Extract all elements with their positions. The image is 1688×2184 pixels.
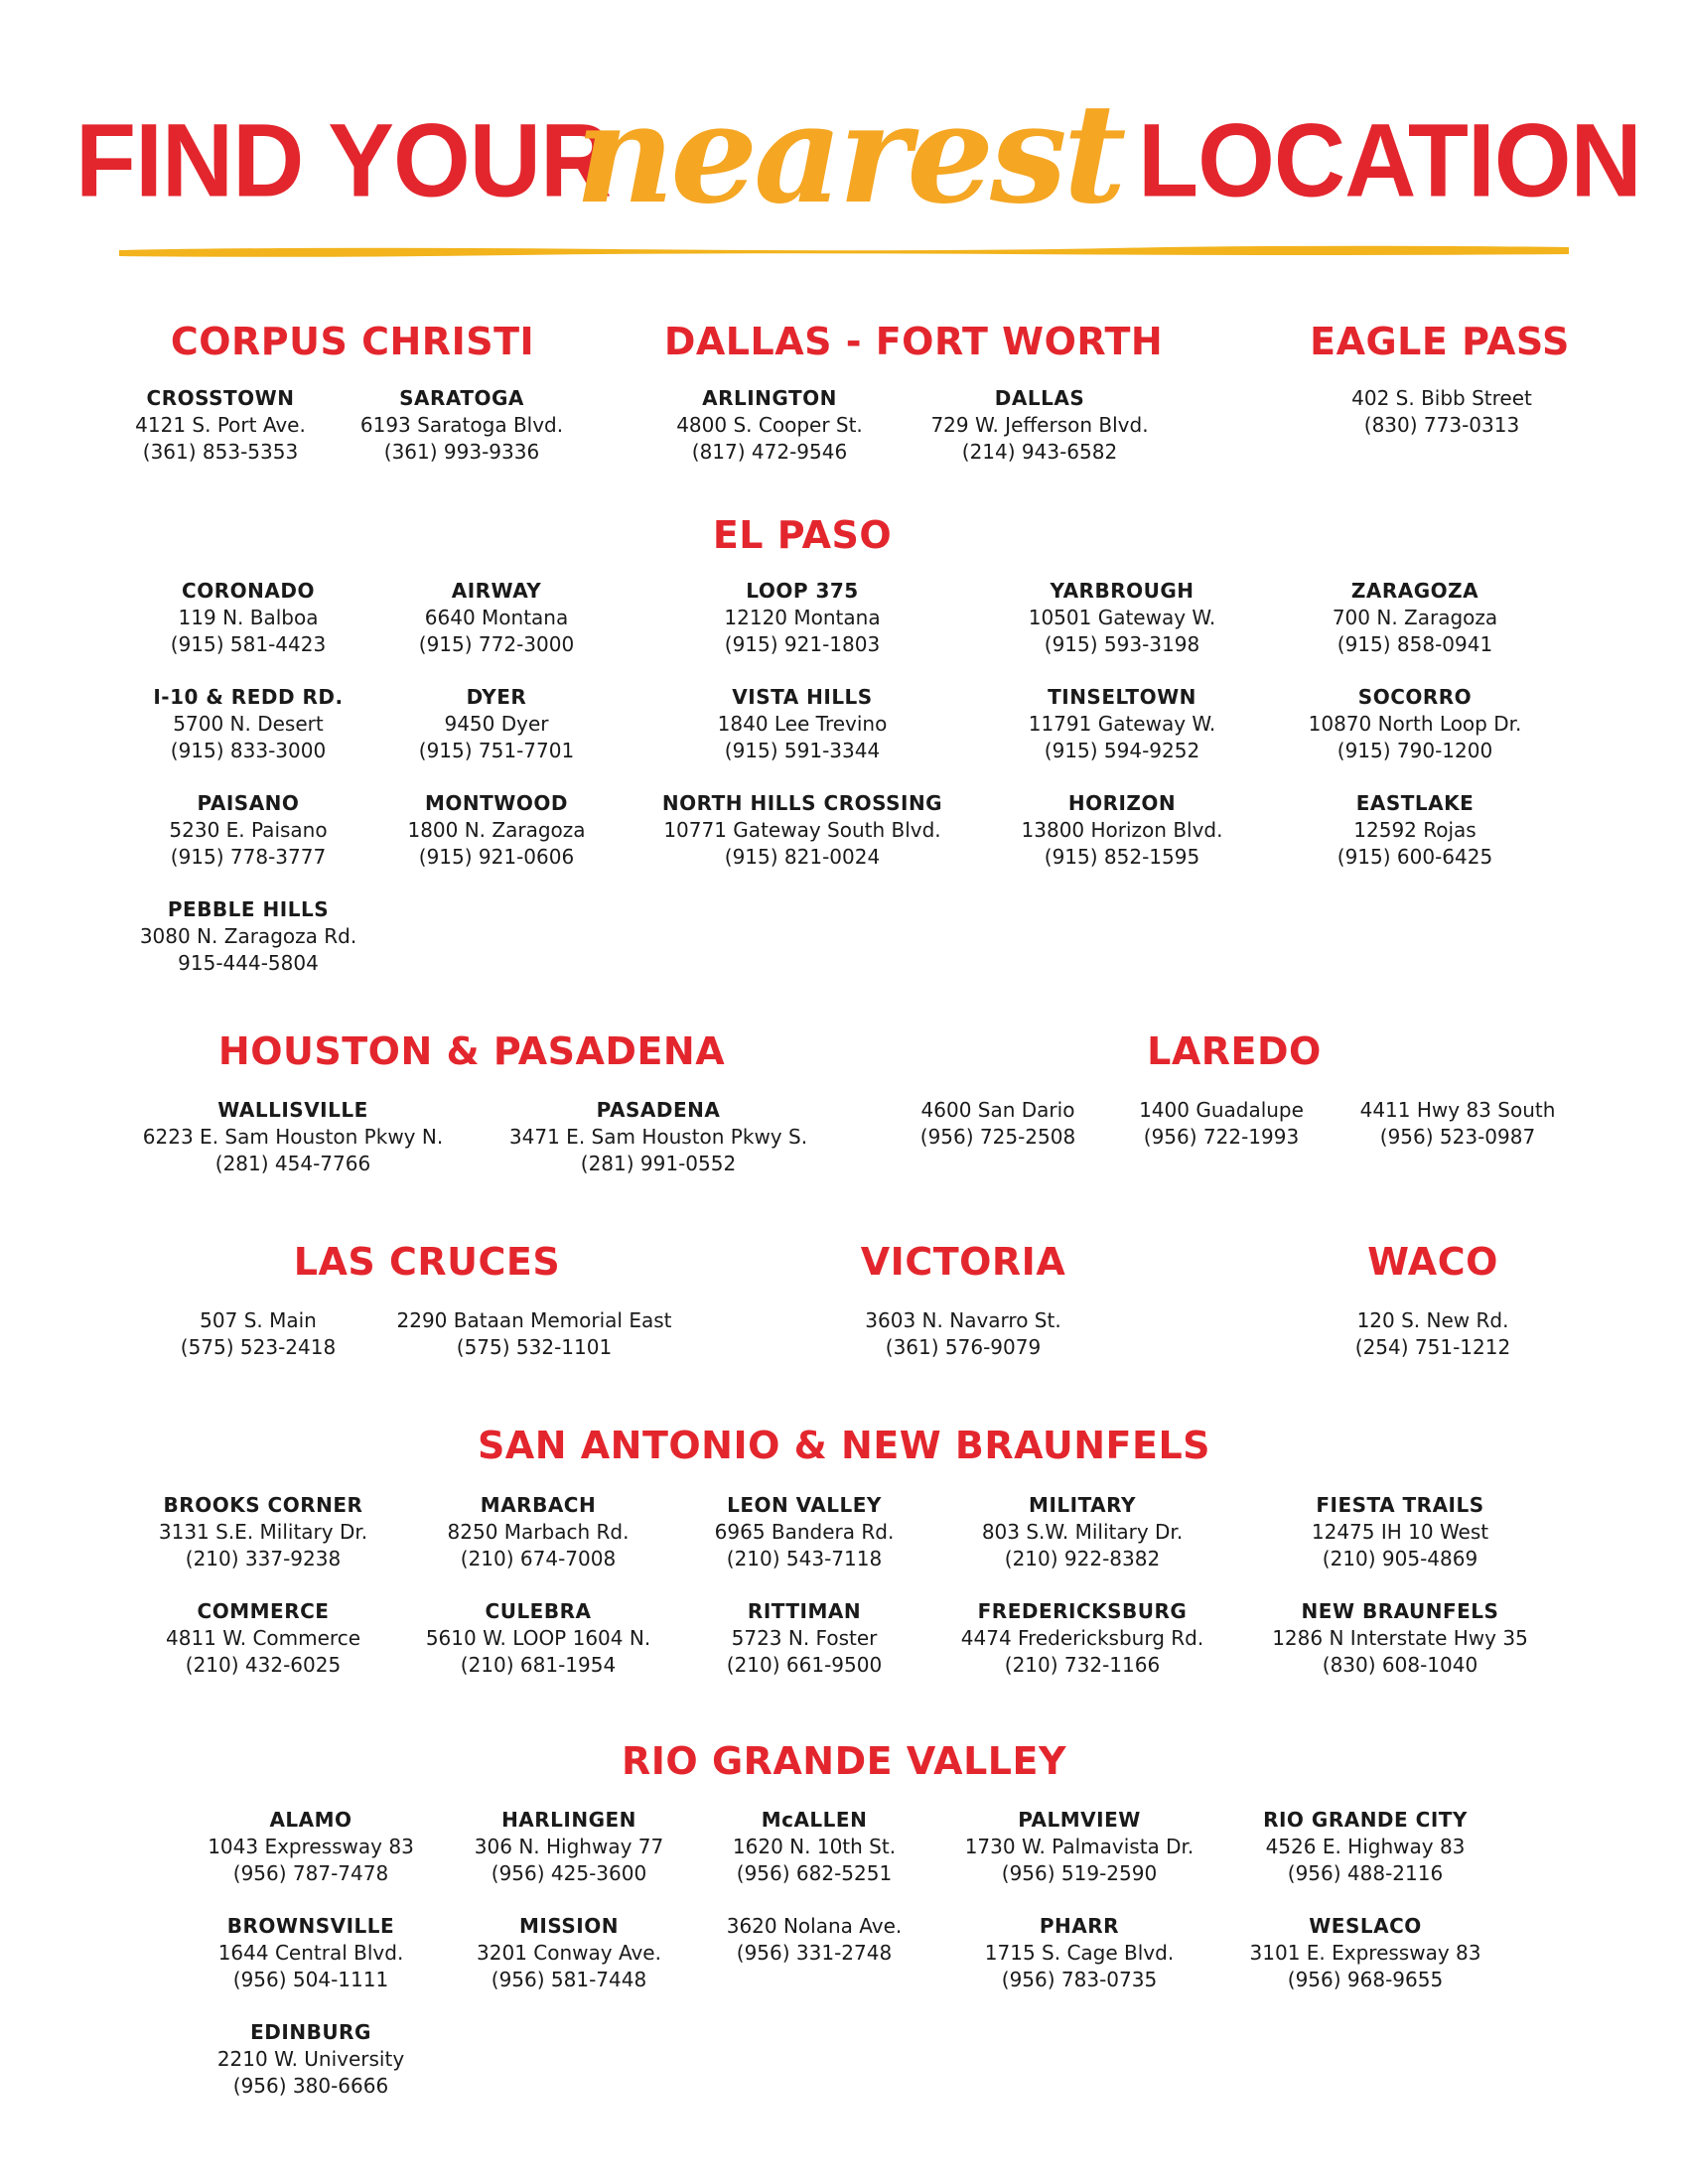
location-address: 5700 N. Desert [173,712,324,736]
location-address: 729 W. Jefferson Blvd. [930,413,1149,437]
location-name: NEW BRAUNFELS [1301,1599,1499,1623]
location-phone: (210) 661-9500 [726,1653,883,1677]
location-phone: (214) 943-6582 [961,440,1118,464]
location-card [718,684,888,764]
location-phone: (210) 674-7008 [460,1547,617,1570]
location-card [930,385,1148,466]
location-name: DALLAS [994,386,1085,410]
location-address: 10771 Gateway South Blvd. [663,818,941,842]
location-address: 119 N. Balboa [178,606,319,629]
location-address: 3471 E. Sam Houston Pkwy S. [508,1125,808,1149]
location-address: 4411 Hwy 83 South [1359,1098,1556,1122]
location-card [1337,790,1492,871]
location-name: I-10 & REDD RD. [153,685,344,709]
location-phone: (281) 991-0552 [580,1152,737,1175]
location-card [727,1598,882,1679]
location-card [724,578,880,658]
location-phone: (915) 593-3198 [1044,632,1200,656]
location-card [1312,1492,1488,1572]
location-phone: (361) 853-5353 [142,440,299,464]
location-phone: (956) 380-6666 [232,2074,389,2098]
location-name: RIO GRANDE CITY [1263,1808,1468,1832]
location-phone: (210) 432-6025 [185,1653,342,1677]
location-card [1029,578,1216,658]
region-title: LAREDO [1147,1029,1322,1073]
location-phone: (915) 778-3777 [170,845,327,869]
location-card [920,1097,1075,1151]
location-phone: (915) 751-7701 [418,739,575,762]
location-phone: (915) 594-9252 [1044,739,1200,762]
location-phone: (830) 608-1040 [1322,1653,1478,1677]
location-card [153,684,343,764]
location-address: 3603 N. Navarro St. [865,1308,1061,1332]
location-name: ARLINGTON [702,386,837,410]
location-address: 3101 E. Expressway 83 [1249,1941,1481,1965]
location-card [1272,1598,1528,1679]
location-address: 8250 Marbach Rd. [447,1520,630,1544]
location-phone: (956) 581-7448 [491,1968,647,1991]
location-phone: (956) 504-1111 [232,1968,389,1991]
location-address: 1730 W. Palmavista Dr. [964,1835,1195,1858]
title-location: LOCATION [1138,102,1641,219]
location-card [965,1807,1195,1887]
location-name: CORONADO [182,579,315,603]
location-phone: (915) 921-1803 [724,632,881,656]
location-address: 4121 S. Port Ave. [135,413,306,437]
location-phone: (575) 523-2418 [180,1335,337,1359]
location-address: 3620 Nolana Ave. [726,1914,903,1938]
location-phone: (956) 425-3600 [491,1861,647,1885]
location-address: 5723 N. Foster [731,1626,878,1650]
location-address: 3131 S.E. Military Dr. [158,1520,368,1544]
location-phone: (210) 681-1954 [460,1653,617,1677]
region-title: HOUSTON & PASADENA [217,1029,726,1073]
location-card [140,896,356,977]
location-card [676,385,863,466]
region-title: CORPUS CHRISTI [170,320,535,363]
location-name: FREDERICKSBURG [977,1599,1188,1623]
location-name: BROOKS CORNER [163,1493,363,1517]
title-find-your: FIND YOUR [75,102,612,219]
location-name: VISTA HILLS [732,685,873,709]
region-title: EL PASO [712,513,893,557]
location-name: MILITARY [1029,1493,1136,1517]
location-phone: (956) 488-2116 [1287,1861,1444,1885]
location-phone: (915) 833-3000 [170,739,327,762]
location-phone: (915) 821-0024 [724,845,881,869]
location-card [475,1807,663,1887]
location-phone: (210) 337-9238 [185,1547,342,1570]
location-name: HARLINGEN [501,1808,636,1832]
location-card [727,1913,903,1967]
location-card [143,1097,443,1177]
region-title: EAGLE PASS [1310,320,1570,363]
location-name: SARATOGA [399,386,524,410]
location-phone: (956) 787-7478 [232,1861,389,1885]
location-name: ALAMO [269,1808,352,1832]
region-title: WACO [1367,1240,1498,1284]
location-address: 5610 W. LOOP 1604 N. [425,1626,651,1650]
location-address: 4600 San Dario [920,1098,1075,1122]
location-address: 2210 W. University [216,2047,405,2071]
location-address: 1043 Expressway 83 [208,1835,414,1858]
location-phone: (817) 472-9546 [691,440,848,464]
location-address: 12475 IH 10 West [1311,1520,1489,1544]
location-card [407,790,585,871]
location-phone: (281) 454-7766 [214,1152,371,1175]
location-card [1351,385,1532,439]
location-address: 6223 E. Sam Houston Pkwy N. [142,1125,444,1149]
location-card [181,1307,336,1361]
location-card [166,1598,360,1679]
location-phone: (915) 591-3344 [724,739,881,762]
location-name: McALLEN [761,1808,868,1832]
location-card [982,1492,1183,1572]
location-address: 4474 Fredericksburg Rd. [960,1626,1204,1650]
location-card [135,385,306,466]
region-title: SAN ANTONIO & NEW BRAUNFELS [477,1424,1211,1467]
location-card [733,1807,896,1887]
location-card [208,1807,414,1887]
location-address: 13800 Horizon Blvd. [1021,818,1223,842]
region-title: VICTORIA [860,1240,1066,1284]
location-name: DYER [466,685,527,709]
location-address: 11791 Gateway W. [1028,712,1216,736]
location-card [961,1598,1203,1679]
location-name: WALLISVILLE [217,1098,368,1122]
location-name: PEBBLE HILLS [167,897,330,921]
location-address: 6965 Bandera Rd. [714,1520,895,1544]
location-card [477,1913,661,1993]
location-name: AIRWAY [451,579,542,603]
location-card [396,1307,671,1361]
location-name: COMMERCE [197,1599,330,1623]
location-phone: (956) 722-1993 [1143,1125,1300,1149]
location-name: BROWNSVILLE [226,1914,395,1938]
location-card [159,1492,367,1572]
location-name: NORTH HILLS CROSSING [661,791,943,815]
location-name: PAISANO [197,791,300,815]
location-phone: (956) 725-2508 [919,1125,1076,1149]
location-address: 402 S. Bibb Street [1351,386,1532,410]
location-address: 9450 Dyer [444,712,549,736]
location-phone: (915) 852-1595 [1044,845,1200,869]
location-address: 3080 N. Zaragoza Rd. [139,924,357,948]
location-card [419,684,574,764]
location-name: FIESTA TRAILS [1316,1493,1484,1517]
region-title: LAS CRUCES [293,1240,561,1284]
location-card [360,385,563,466]
location-card [426,1598,650,1679]
location-phone: 915-444-5804 [178,951,319,975]
location-phone: (915) 772-3000 [418,632,575,656]
location-name: CULEBRA [485,1599,592,1623]
location-card [1139,1097,1304,1151]
location-phone: (210) 922-8382 [1004,1547,1161,1570]
location-name: PALMVIEW [1018,1808,1141,1832]
location-card [419,578,574,658]
location-card [1029,684,1216,764]
location-address: 1715 S. Cage Blvd. [984,1941,1175,1965]
location-name: YARBROUGH [1050,579,1195,603]
title-nearest: nearest [575,72,1123,234]
location-card [171,578,326,658]
location-address: 12592 Rojas [1353,818,1477,842]
location-name: MONTWOOD [425,791,568,815]
location-phone: (575) 532-1101 [456,1335,613,1359]
location-phone: (956) 331-2748 [736,1941,893,1965]
location-card [662,790,942,871]
location-card [1022,790,1223,871]
location-phone: (361) 576-9079 [885,1335,1042,1359]
location-address: 120 S. New Rd. [1356,1308,1509,1332]
location-address: 306 N. Highway 77 [474,1835,664,1858]
location-address: 10870 North Loop Dr. [1308,712,1522,736]
location-address: 3201 Conway Ave. [477,1941,661,1965]
location-name: TINSELTOWN [1048,685,1196,709]
location-name: MARBACH [480,1493,597,1517]
location-address: 4800 S. Cooper St. [676,413,863,437]
location-phone: (915) 790-1200 [1336,739,1493,762]
location-name: EDINBURG [250,2020,371,2044]
location-card [1360,1097,1556,1151]
location-address: 1840 Lee Trevino [717,712,888,736]
location-phone: (210) 732-1166 [1004,1653,1161,1677]
location-phone: (956) 523-0987 [1379,1125,1536,1149]
location-address: 2290 Bataan Memorial East [396,1308,672,1332]
location-card [1355,1307,1510,1361]
location-name: EASTLAKE [1355,791,1475,815]
location-address: 803 S.W. Military Dr. [981,1520,1184,1544]
location-phone: (956) 519-2590 [1001,1861,1158,1885]
location-card [217,2019,404,2100]
location-phone: (830) 773-0313 [1363,413,1520,437]
location-address: 1800 N. Zaragoza [407,818,586,842]
location-phone: (915) 600-6425 [1336,845,1493,869]
location-address: 5230 E. Paisano [169,818,328,842]
location-card [1333,578,1497,658]
location-phone: (956) 783-0735 [1001,1968,1158,1991]
location-address: 6193 Saratoga Blvd. [359,413,564,437]
location-name: CROSSTOWN [146,386,295,410]
location-card [218,1913,404,1993]
region-title: RIO GRANDE VALLEY [622,1739,1066,1783]
location-phone: (915) 921-0606 [418,845,575,869]
location-card [1250,1913,1481,1993]
location-name: ZARAGOZA [1350,579,1479,603]
location-name: LEON VALLEY [727,1493,882,1517]
location-card [1309,684,1522,764]
region-title: DALLAS - FORT WORTH [663,320,1164,363]
location-card [169,790,327,871]
location-card [448,1492,630,1572]
page-title [75,72,1641,240]
location-phone: (915) 581-4423 [170,632,327,656]
location-name: LOOP 375 [746,579,859,603]
location-address: 1620 N. 10th St. [732,1835,897,1858]
location-name: PASADENA [596,1098,721,1122]
location-address: 1644 Central Blvd. [217,1941,404,1965]
location-name: PHARR [1039,1914,1120,1938]
location-address: 700 N. Zaragoza [1332,606,1498,629]
title-underline [119,244,1569,258]
location-name: HORIZON [1067,791,1177,815]
location-card [509,1097,807,1177]
location-phone: (210) 905-4869 [1322,1547,1478,1570]
location-address: 4526 E. Highway 83 [1265,1835,1466,1858]
location-card [865,1307,1060,1361]
location-phone: (210) 543-7118 [726,1547,883,1570]
location-phone: (956) 968-9655 [1287,1968,1444,1991]
location-phone: (254) 751-1212 [1354,1335,1511,1359]
location-address: 1286 N Interstate Hwy 35 [1272,1626,1528,1650]
location-card [1263,1807,1468,1887]
location-phone: (956) 682-5251 [736,1861,893,1885]
location-card [715,1492,895,1572]
location-name: WESLACO [1309,1914,1422,1938]
location-phone: (915) 858-0941 [1336,632,1493,656]
location-address: 507 S. Main [200,1308,317,1332]
location-phone: (361) 993-9336 [383,440,540,464]
location-name: MISSION [519,1914,619,1938]
location-address: 12120 Montana [724,606,881,629]
location-name: RITTIMAN [747,1599,862,1623]
location-address: 10501 Gateway W. [1028,606,1216,629]
location-name: SOCORRO [1357,685,1473,709]
location-address: 6640 Montana [424,606,569,629]
location-address: 4811 W. Commerce [165,1626,361,1650]
location-card [985,1913,1174,1993]
location-address: 1400 Guadalupe [1139,1098,1304,1122]
